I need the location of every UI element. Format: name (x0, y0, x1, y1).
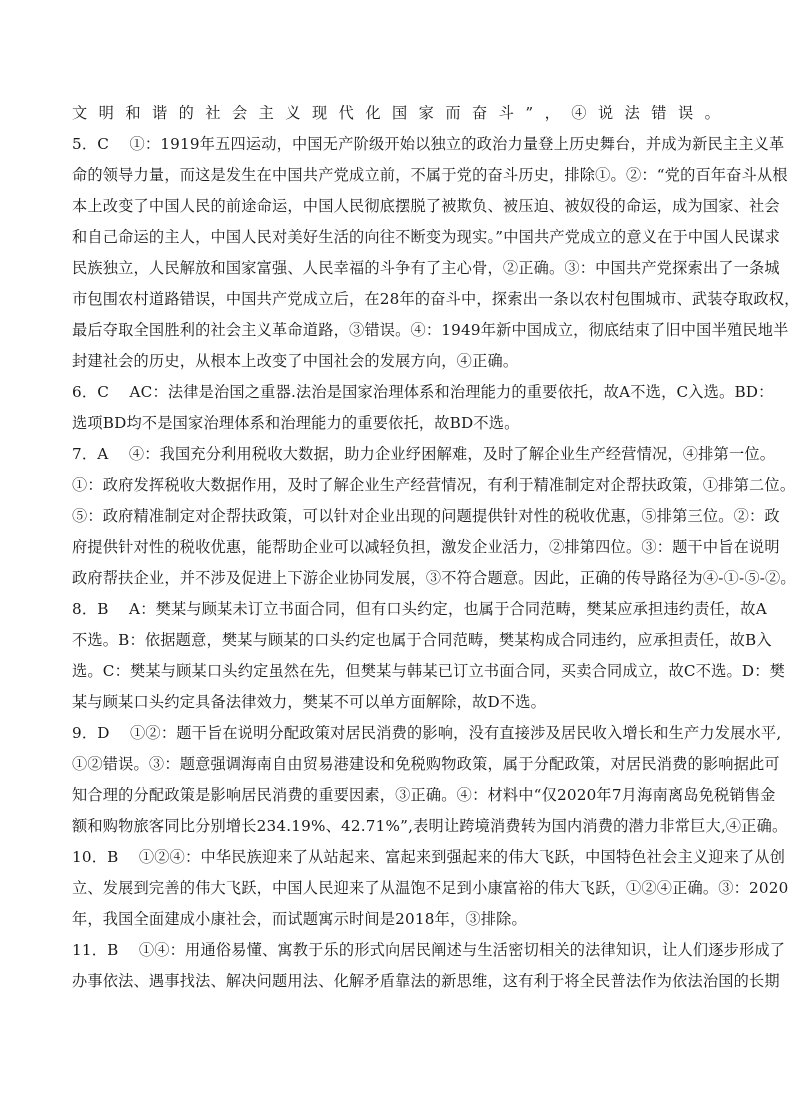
text-line: 命的领导力量，而这是发生在中国共产党成立前，不属于党的奋斗历史，排除①。②：“党的百年奋斗从根 (72, 166, 788, 184)
text-line: 不选。B：依据题意，樊某与顾某的口头约定也属于合同范畴，樊某构成合同违约，应承担责任，故B入 (72, 631, 772, 649)
text-line: 知合理的分配政策是影响居民消费的重要因素，③正确。④：材料中“仅2020年7月海南离岛免税销售金 (72, 786, 776, 804)
text-line: 政府帮扶企业，并不涉及促进上下游企业协同发展，③不符合题意。因此，正确的传导路径为④-①-⑤-②。 (72, 569, 796, 587)
text-line: 11．B ①④：用通俗易懂、寓教于乐的形式向居民阐述与生活密切相关的法律知识，让人们逐步形成了 (72, 941, 786, 959)
text-line: 最后夺取全国胜利的社会主义革命道路，③错误。④：1949年新中国成立，彻底结束了旧中国半殖民地半 (72, 321, 789, 339)
text-line: 市包围农村道路错误，中国共产党成立后，在28年的奋斗中，探索出一条以农村包围城市、武装夺取政权， (72, 290, 800, 308)
text-line: 府提供针对性的税收优惠，能帮助企业可以减轻负担，激发企业活力，②排第四位。③：题干中旨在说明 (72, 538, 780, 556)
text-line: 本上改变了中国人民的前途命运，中国人民彻底摆脱了被欺负、被压迫、被奴役的命运，成为国家、社会 (72, 197, 780, 215)
text-line: 办事依法、遇事找法、解决问题用法、化解矛盾靠法的新思维，这有利于将全民普法作为依法治国的长期 (72, 972, 780, 990)
text-line: 民族独立，人民解放和国家富强、人民幸福的斗争有了主心骨，②正确。③：中国共产党探索出了一条城 (72, 259, 780, 277)
text-line: ⑤：政府精准制定对企帮扶政策，可以针对企业出现的问题提供针对性的税收优惠，⑤排第三位。②：政 (72, 507, 780, 525)
text-line: 封建社会的历史，从根本上改变了中国社会的发展方向，④正确。 (72, 352, 519, 370)
text-line: 文明和谐的社会主义现代化国家而奋斗”，④说法错误。 (72, 104, 720, 122)
text-line: ①：政府发挥税收大数据作用，及时了解企业生产经营情况，有利于精准制定对企帮扶政策，①排第二位。 (72, 476, 796, 494)
text-line: 8．B A：樊某与顾某未订立书面合同，但有口头约定，也属于合同范畴，樊某应承担违约责任，故A (72, 600, 767, 618)
text-line: 9．D ①②：题干旨在说明分配政策对居民消费的影响，没有直接涉及居民收入增长和生产力发展水平, (72, 724, 782, 742)
text-line: 和自己命运的主人，中国人民对美好生活的向往不断变为现实。”中国共产党成立的意义在于中国人民谋求 (72, 228, 781, 246)
text-line: ①②错误。③：题意强调海南自由贸易港建设和免税购物政策，属于分配政策，对居民消费的影响据此可 (72, 755, 780, 773)
text-line: 某与顾某口头约定具备法律效力，樊某不可以单方面解除，故D不选。 (72, 693, 547, 711)
text-line: 选项BD均不是国家治理体系和治理能力的重要依托，故BD不选。 (72, 414, 520, 432)
text-line: 7．A ④：我国充分利用税收大数据，助力企业纾困解难，及时了解企业生产经营情况，④排第一位。 (72, 445, 776, 463)
text-line: 年，我国全面建成小康社会，而试题寓示时间是2018年，③排除。 (72, 910, 527, 928)
answer-text-block (72, 98, 800, 997)
text-line: 选。C：樊某与顾某口头约定虽然在先，但樊某与韩某已订立书面合同，买卖合同成立，故C不选。D：樊 (72, 662, 786, 680)
text-line: 6．C AC：法律是治国之重器.法治是国家治理体系和治理能力的重要依托，故A不选，C入选。BD： (72, 383, 774, 401)
text-line: 额和购物旅客同比分别增长234.19%、42.71%”,表明让跨境消费转为国内消费的潜力非常巨大,④正确。 (72, 817, 788, 835)
text-line: 5．C ①：1919年五四运动，中国无产阶级开始以独立的政治力量登上历史舞台，并成为新民主主义革 (72, 135, 785, 153)
text-line: 10．B ①②④：中华民族迎来了从站起来、富起来到强起来的伟大飞跃，中国特色社会主义迎来了从创 (72, 848, 786, 866)
text-line: 立、发展到完善的伟大飞跃，中国人民迎来了从温饱不足到小康富裕的伟大飞跃，①②④正确。③：2020 (72, 879, 789, 897)
